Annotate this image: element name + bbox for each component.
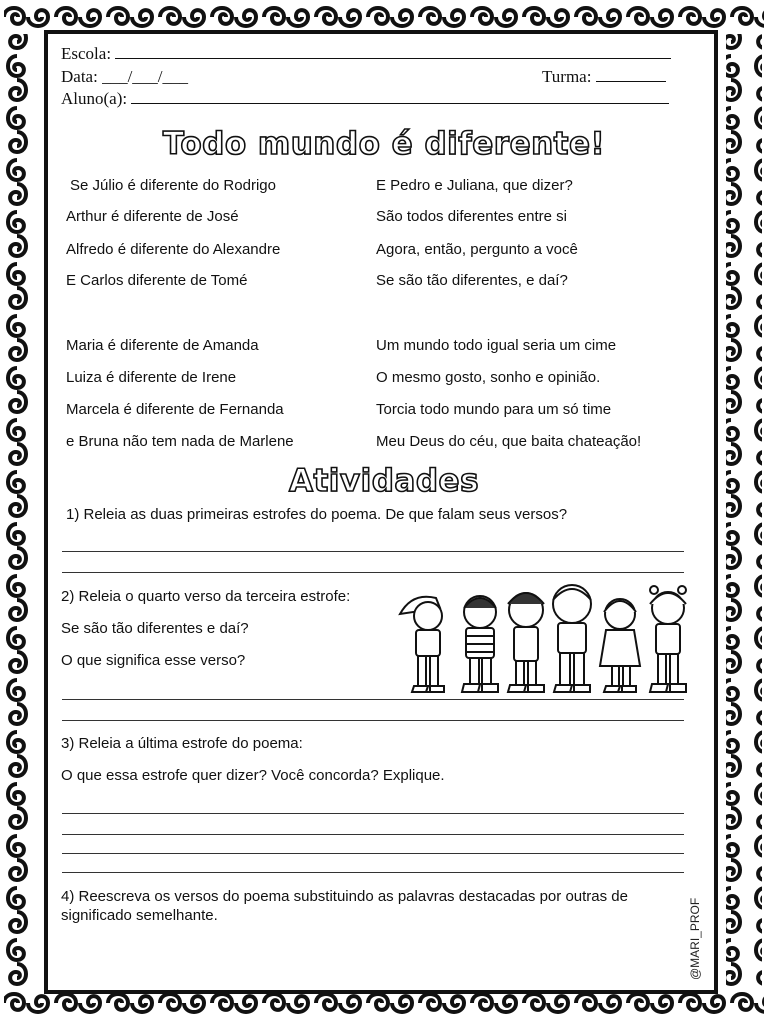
date-field [61,67,188,87]
verse-left-1-3: Alfredo é diferente do Alexandre [66,241,281,258]
verse-left-2-3: Marcela é diferente de Fernanda [66,401,284,418]
child-4 [553,585,591,692]
answer-line[interactable] [62,834,684,835]
question-1: 1) Releia as duas primeiras estrofes do poema. De que falam seus versos? [66,506,568,523]
student-label: Aluno(a): [61,89,128,108]
question-3-prompt: O que essa estrofe quer dizer? Você concorda? Explique. [61,767,445,784]
verse-right-1-1: E Pedro e Juliana, que dizer? [376,177,573,194]
answer-line[interactable] [62,720,684,721]
verse-left-1-4: E Carlos diferente de Tomé [66,272,248,289]
verse-right-1-3: Agora, então, pergunto a você [376,241,578,258]
child-5 [600,599,640,692]
class-line[interactable] [596,67,666,82]
verse-left-2-4: e Bruna não tem nada de Marlene [66,433,294,450]
verse-right-2-3: Torcia todo mundo para um só time [376,401,612,418]
child-1 [400,597,444,692]
student-field [61,89,669,109]
student-line[interactable] [131,89,669,104]
verse-left-2-2: Luiza é diferente de Irene [66,369,237,386]
date-label: Data: [61,67,98,86]
class-label: Turma: [542,67,592,86]
verse-left-2-1: Maria é diferente de Amanda [66,337,259,354]
verse-left-1-1: Se Júlio é diferente do Rodrigo [70,177,276,194]
question-3-intro: 3) Releia a última estrofe do poema: [61,735,303,752]
verse-right-2-2: O mesmo gosto, sonho e opinião. [376,369,601,386]
answer-line[interactable] [62,572,684,573]
question-2-intro: 2) Releia o quarto verso da terceira estrofe: [61,588,351,605]
children-illustration [392,574,708,702]
question-2-prompt: O que significa esse verso? [61,652,246,669]
date-blank[interactable]: ___/___/___ [102,67,189,86]
class-field [542,67,666,87]
answer-line[interactable] [62,853,684,854]
answer-line[interactable] [62,813,684,814]
verse-left-1-2: Arthur é diferente de José [66,208,239,225]
activities-title: Atividades [288,463,480,499]
answer-line[interactable] [62,551,684,552]
question-4: 4) Reescreva os versos do poema substituindo as palavras destacadas por outras de significado semelhante. [61,888,628,924]
school-label: Escola: [61,44,112,63]
verse-right-1-2: São todos diferentes entre si [376,208,567,225]
child-2 [462,596,498,692]
child-3 [508,593,544,692]
question-2-verse: Se são tão diferentes e daí? [61,620,249,637]
verse-right-2-4: Meu Deus do céu, que baita chateação! [376,433,642,450]
verse-right-2-1: Um mundo todo igual seria um cime [376,337,617,354]
author-credit: @MARI_PROF [688,897,702,980]
school-line[interactable] [115,44,671,59]
child-6 [650,586,686,692]
verse-right-1-4: Se são tão diferentes, e daí? [376,272,568,289]
school-field [61,44,671,64]
poem-title: Todo mundo é diferente! [162,126,606,162]
answer-line[interactable] [62,872,684,873]
